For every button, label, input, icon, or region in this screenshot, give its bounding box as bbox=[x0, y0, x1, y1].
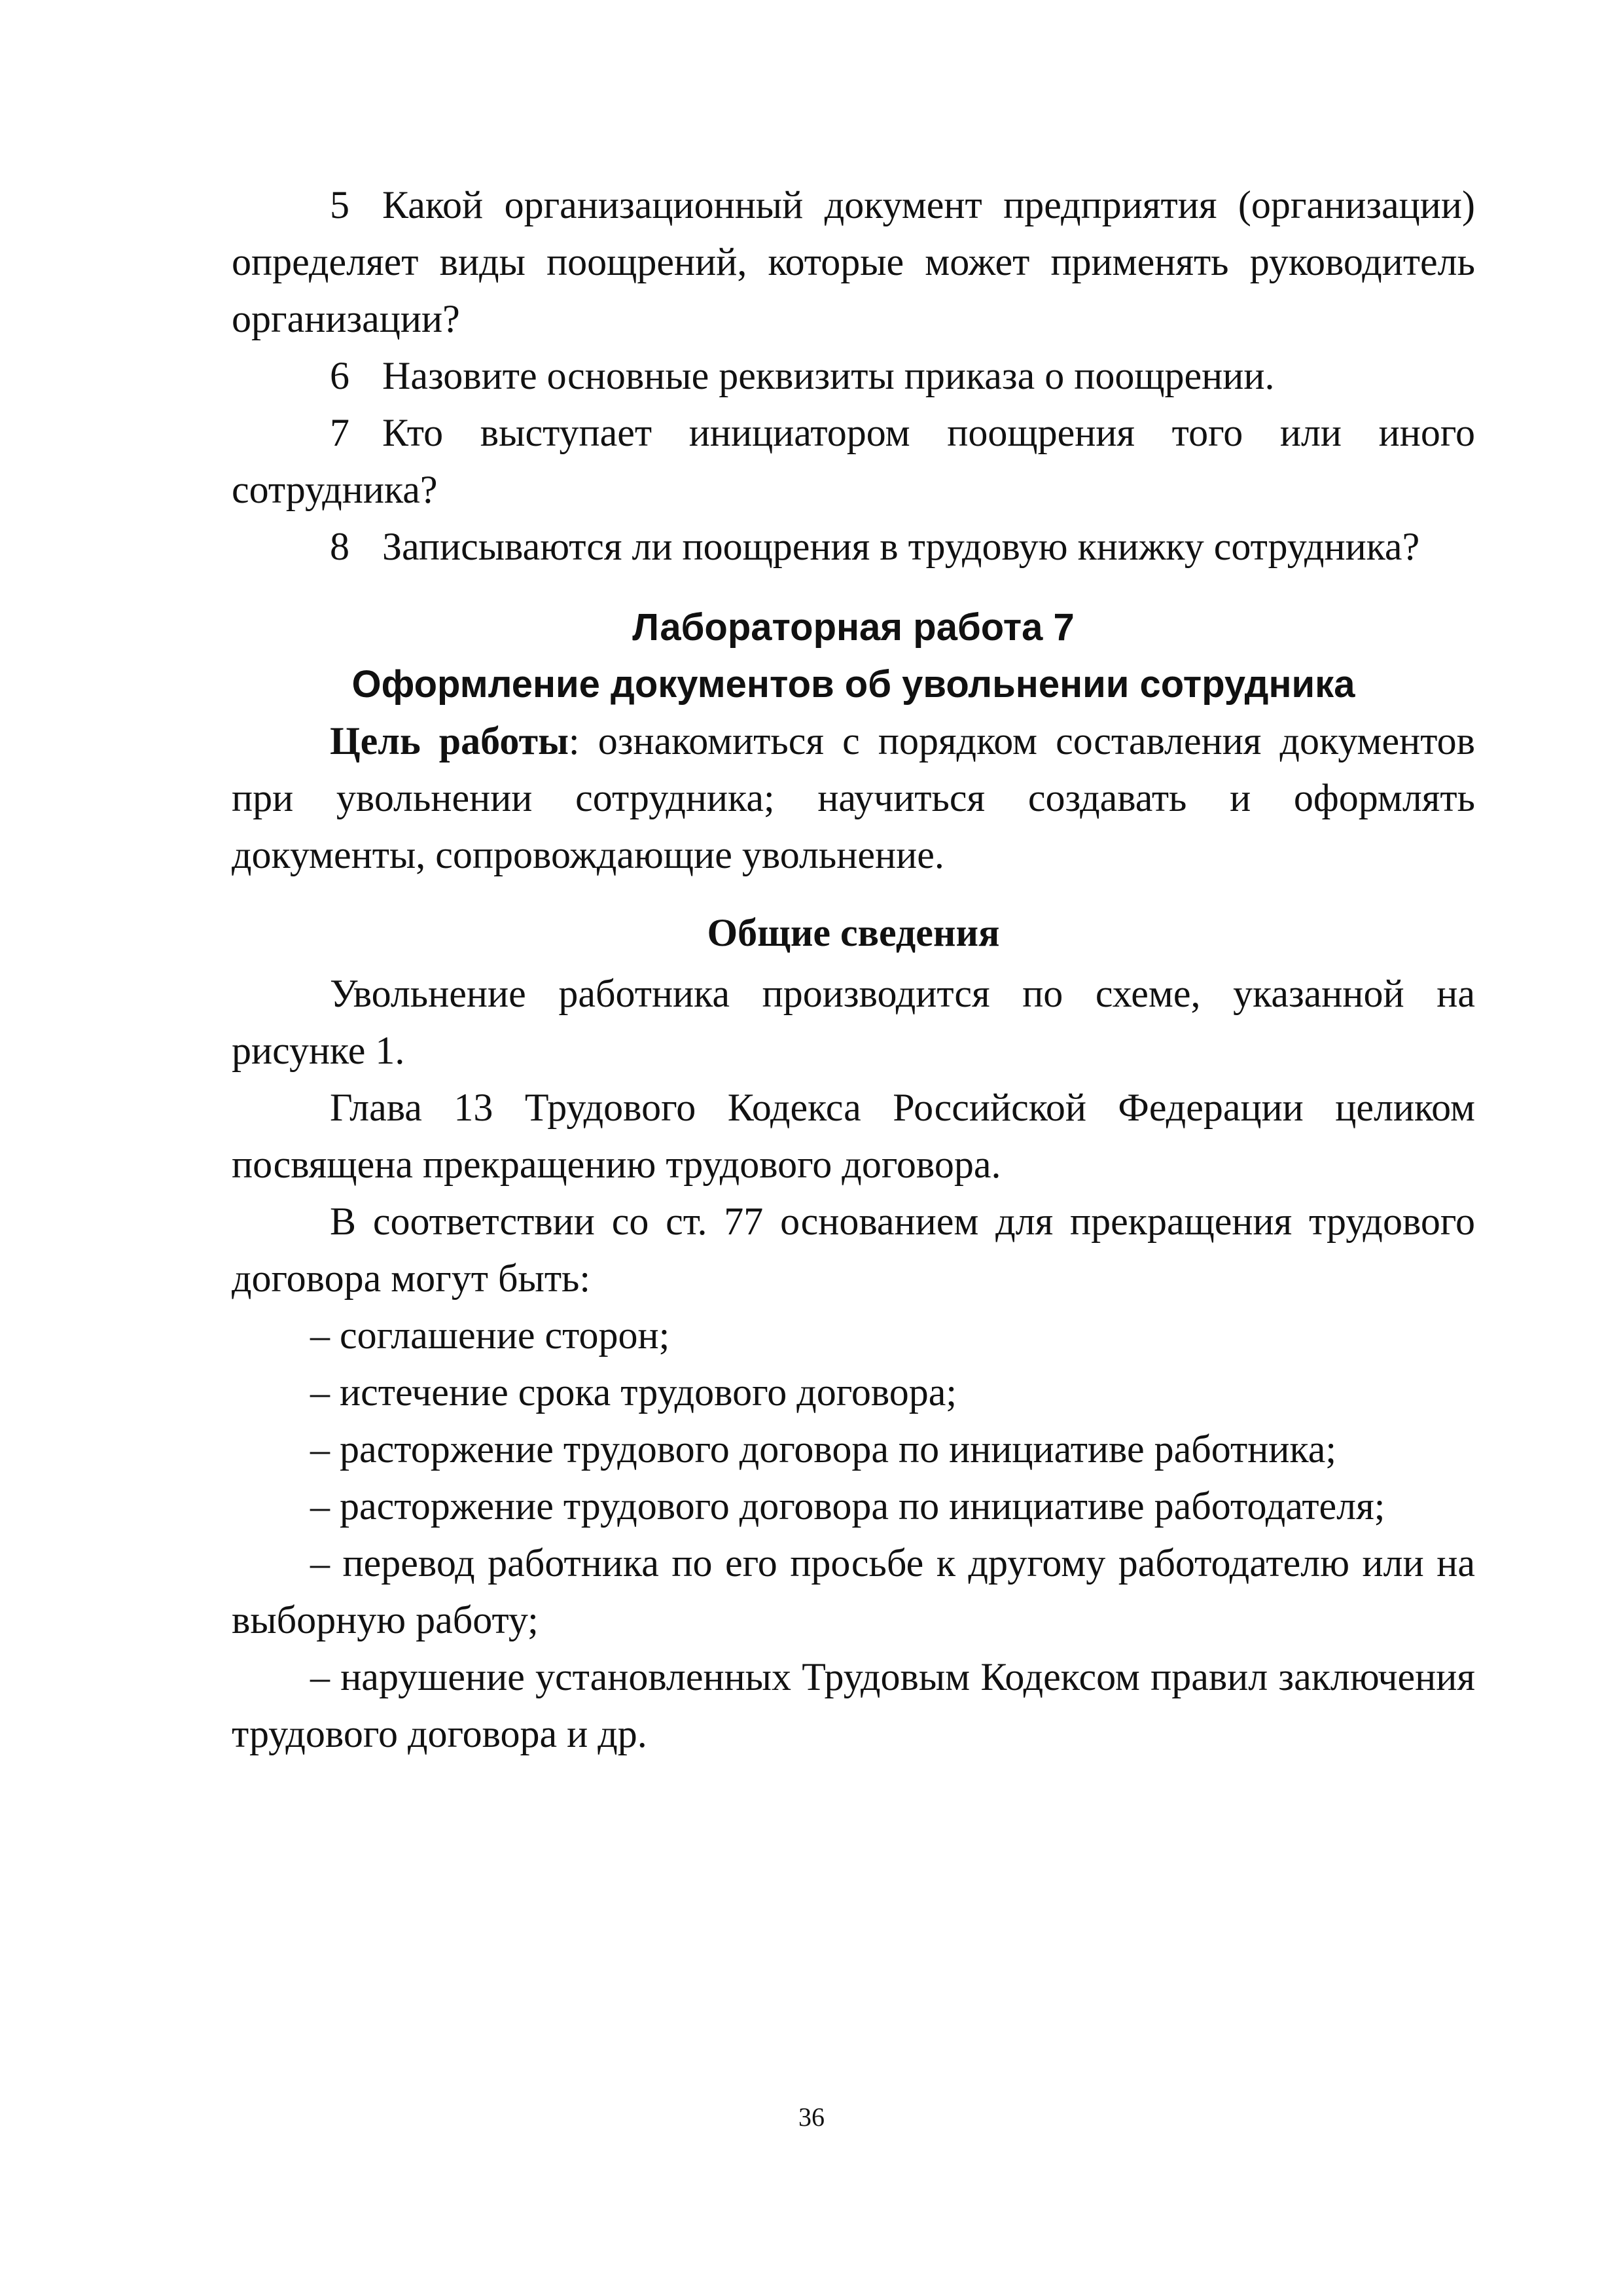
question-text: Назовите основные реквизиты приказа о поощрении. bbox=[382, 354, 1275, 397]
list-item: – расторжение трудового договора по инициативе работника; bbox=[310, 1427, 1336, 1471]
section-heading: Общие сведения bbox=[707, 911, 1000, 954]
list-item: – расторжение трудового договора по инициативе работодателя; bbox=[310, 1484, 1385, 1528]
question-number: 6 bbox=[330, 354, 349, 397]
list-item: – перевод работника по его просьбе к другому работодателю или на выборную работу; bbox=[232, 1541, 1475, 1641]
list-item: – соглашение сторон; bbox=[310, 1314, 670, 1357]
list-item: – истечение срока трудового договора; bbox=[310, 1371, 957, 1414]
question-number: 8 bbox=[330, 525, 349, 568]
question-5 bbox=[232, 177, 1475, 348]
paragraph-article-77: В соответствии со ст. 77 основанием для прекращения трудового договора могут быть: bbox=[232, 1200, 1475, 1300]
paragraph-scheme: Увольнение работника производится по схеме, указанной на рисунке 1. bbox=[232, 972, 1475, 1072]
goal-text: : ознакомиться с порядком составления документов при увольнении сотрудника; научиться создавать и оформлять документы, сопровождающие увольнение. bbox=[232, 719, 1476, 876]
question-text: Какой организационный документ предприятия (организации) определяет виды поощрений, которые может применять руководитель организации? bbox=[232, 183, 1475, 340]
question-text: Кто выступает инициатором поощрения того или иного сотрудника? bbox=[232, 411, 1475, 511]
question-text: Записываются ли поощрения в трудовую книжку сотрудника? bbox=[382, 525, 1420, 568]
question-number: 5 bbox=[330, 183, 349, 226]
paragraph-chapter-13: Глава 13 Трудового Кодекса Российской Федерации целиком посвящена прекращению трудового договора. bbox=[232, 1086, 1475, 1186]
goal-label: Цель работы bbox=[330, 719, 569, 762]
question-6 bbox=[232, 348, 1475, 404]
lab-subtitle: Оформление документов об увольнении сотрудника bbox=[351, 663, 1355, 706]
lab-title: Лабораторная работа 7 bbox=[632, 606, 1075, 649]
document-page bbox=[232, 177, 1475, 1763]
list-item: – нарушение установленных Трудовым Кодексом правил заключения трудового договора и др. bbox=[232, 1655, 1475, 1755]
question-8 bbox=[232, 518, 1475, 575]
page-number: 36 bbox=[798, 2102, 825, 2132]
lab-goal bbox=[232, 713, 1475, 884]
question-7 bbox=[232, 404, 1475, 518]
question-number: 7 bbox=[330, 411, 349, 454]
